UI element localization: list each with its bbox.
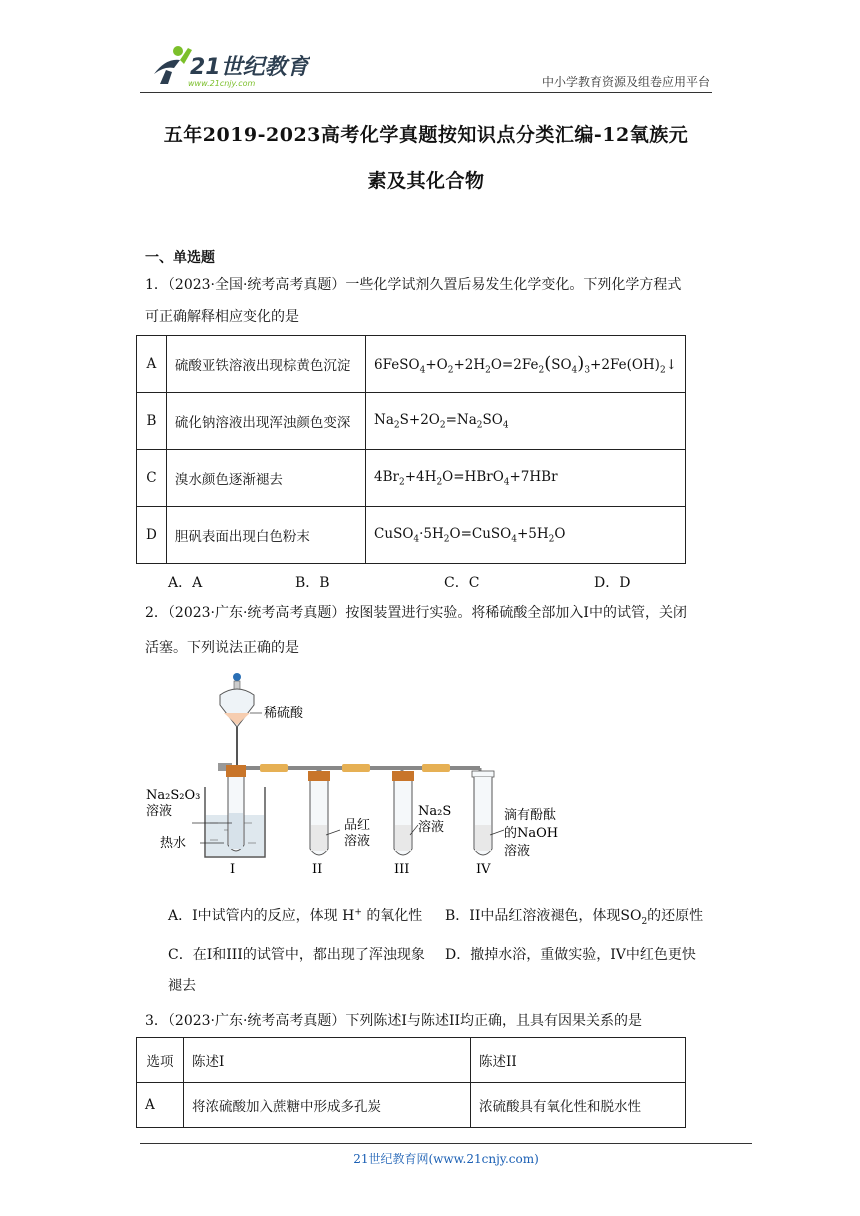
q3-stem: 3．（2023·广东·统考高考真题）下列陈述I与陈述II均正确，且具有因果关系的是 [145,1013,643,1029]
q1-table [136,335,686,564]
q1-stem-line2: 可正确解释相应变化的是 [145,309,299,325]
svg-text:稀硫酸: 稀硫酸 [264,706,304,721]
svg-text:溶液: 溶液 [504,844,531,859]
table-header-row [137,1038,686,1083]
column-header: 选项 [137,1038,184,1083]
q1-option-d: D．D [594,575,631,591]
q2-option-d: D．撤掉水浴，重做实验，IV中红色更快 [445,947,696,963]
site-logo [140,44,310,90]
svg-text:21世纪教育: 21世纪教育 [190,55,309,80]
svg-text:溶液: 溶液 [418,820,445,835]
row-letter: D [137,507,167,564]
table-cell: 将浓硫酸加入蔗糖中形成多孔炭 [184,1083,471,1128]
q1-option-a: A．A [168,575,203,591]
svg-text:的NaOH: 的NaOH [504,826,559,841]
svg-text:II: II [312,862,323,877]
q2-option-c: C．在I和III的试管中，都出现了浑浊现象 [168,947,425,963]
q2-option-d-cont: 褪去 [168,978,196,994]
svg-text:I: I [230,862,236,877]
table-row [137,507,686,564]
row-description: 硫酸亚铁溶液出现棕黄色沉淀 [166,336,365,393]
svg-text:溶液: 溶液 [344,834,371,849]
q2-stem-line2: 活塞。下列说法正确的是 [145,640,299,656]
row-equation: $4Br_2+4H_2O=HBrO_4+7HBr$ [366,450,686,507]
row-equation: $6FeSO_4+O_2+2H_2O=2Fe_2(SO_4)_3+2Fe(OH)_2↓$ [366,336,686,393]
row-letter: B [137,393,167,450]
svg-text:www.21cnjy.com: www.21cnjy.com [188,79,256,88]
q3-table [136,1037,686,1128]
q2-stem-line1: 2．（2023·广东·统考高考真题）按图装置进行实验。将稀硫酸全部加入Ⅰ中的试管，关闭 [145,605,687,621]
row-equation: $CuSO_4\cdot 5H_2O=CuSO_4+5H_2O$ [366,507,686,564]
svg-text:Na₂S₂O₃: Na₂S₂O₃ [146,788,201,803]
row-description: 硫化钠溶液出现浑浊颜色变深 [166,393,365,450]
header-tagline: 中小学教育资源及组卷应用平台 [541,75,710,89]
table-row [137,393,686,450]
column-header: 陈述II [471,1038,686,1083]
svg-text:IV: IV [476,862,491,877]
column-header: 陈述I [184,1038,471,1083]
table-row [137,1083,686,1128]
svg-text:热水: 热水 [160,836,187,851]
q2-option-a: A．I中试管内的反应，体现 H+ 的氧化性 [168,907,423,924]
page-title-line2: 素及其化合物 [367,170,485,192]
q1-option-c: C．C [444,575,480,591]
table-row [137,336,686,393]
table-cell: A [137,1083,184,1128]
svg-text:Na₂S: Na₂S [418,804,452,819]
section-heading: 一、单选题 [145,250,215,266]
row-letter: C [137,450,167,507]
table-row [137,450,686,507]
apparatus-diagram [140,665,560,885]
footer-divider [140,1143,752,1144]
svg-text:III: III [394,862,410,877]
header-divider [140,92,712,93]
q1-stem-line1: 1．（2023·全国·统考高考真题）一些化学试剂久置后易发生化学变化。下列化学方程式 [145,277,682,293]
row-description: 溴水颜色逐渐褪去 [166,450,365,507]
row-letter: A [137,336,167,393]
svg-text:溶液: 溶液 [146,804,173,819]
footer-text: 21世纪教育网(www.21cnjy.com) [353,1152,539,1166]
row-equation: $Na_2S+2O_2=Na_2SO_4$ [366,393,686,450]
page-title-line1: 五年2019-2023高考化学真题按知识点分类汇编-12氧族元 [163,124,689,146]
q1-option-b: B．B [295,575,330,591]
svg-text:品红: 品红 [344,818,371,833]
row-description: 胆矾表面出现白色粉末 [166,507,365,564]
svg-text:滴有酚酞: 滴有酚酞 [504,808,557,823]
table-cell: 浓硫酸具有氧化性和脱水性 [471,1083,686,1128]
q2-option-b: B．II中品红溶液褪色，体现$SO_2$的还原性 [445,908,704,927]
